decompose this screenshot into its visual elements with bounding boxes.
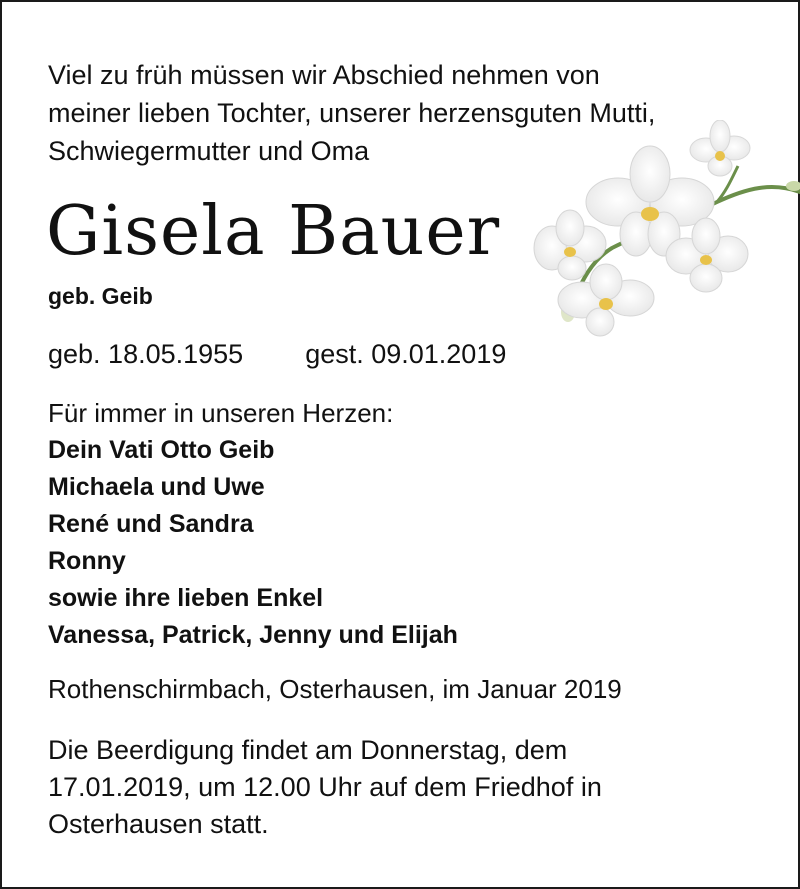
life-dates [48,339,506,370]
mourner: René und Sandra [48,510,254,538]
mourner: Michaela und Uwe [48,473,265,501]
birth-date: geb. 18.05.1955 [48,339,244,369]
mourner: Vanessa, Patrick, Jenny und Elijah [48,621,458,649]
funeral-info [48,732,748,843]
funeral-line: Die Beerdigung findet am Donnerstag, dem [48,735,568,765]
mourner: Ronny [48,547,126,575]
intro-line: meiner lieben Tochter, unserer herzensguten Mutti, [48,98,656,128]
mourners-list [48,395,458,654]
orchid-icon [532,120,800,340]
funeral-line: Osterhausen statt. [48,809,269,839]
maiden-name: geb. Geib [48,283,153,309]
intro-line: Schwiegermutter und Oma [48,136,370,166]
intro-line: Viel zu früh müssen wir Abschied nehmen von [48,60,600,90]
death-date: gest. 09.01.2019 [305,339,507,369]
mourner: sowie ihre lieben Enkel [48,584,324,612]
mourners-lead: Für immer in unseren Herzen: [48,398,394,428]
deceased-name: Gisela Bauer [46,192,501,271]
funeral-line: 17.01.2019, um 12.00 Uhr auf dem Friedhof in [48,772,602,802]
mourner: Dein Vati Otto Geib [48,436,275,464]
place-and-date: Rothenschirmbach, Osterhausen, im Januar 2019 [48,674,622,704]
